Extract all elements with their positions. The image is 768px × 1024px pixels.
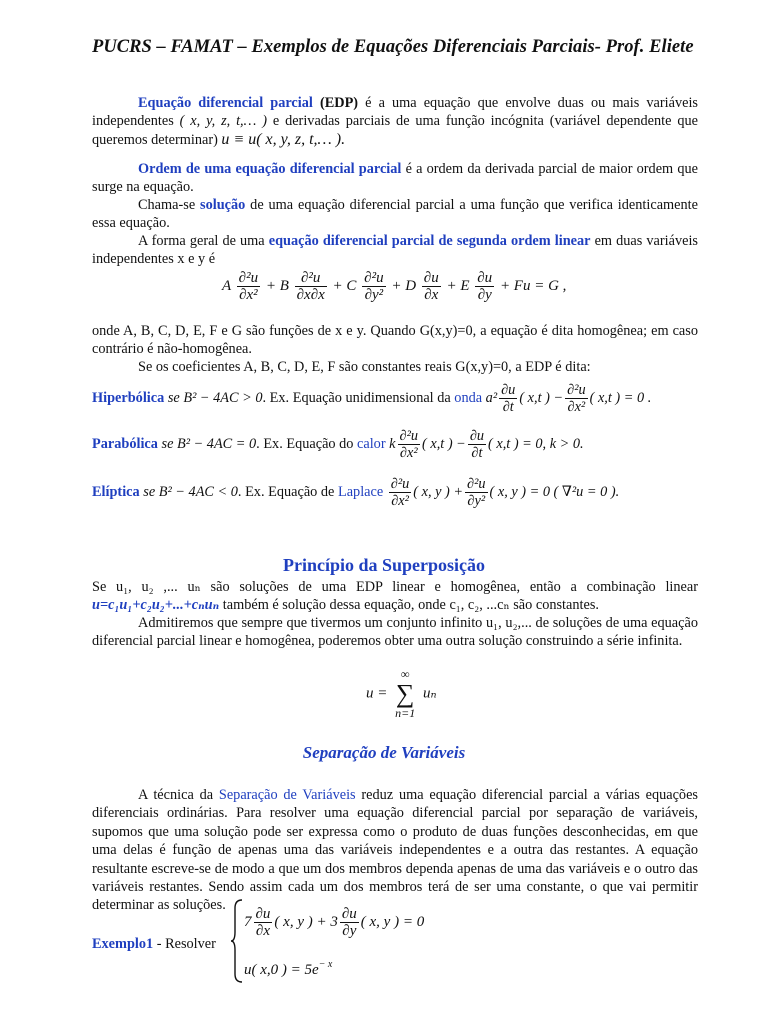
section-title-superposicao: Princípio da Superposição <box>282 555 486 575</box>
frac-num: ∂²u <box>399 428 419 444</box>
type-name: Hiperbólica <box>92 389 165 406</box>
ordem-term: Ordem de uma equação diferencial parcial <box>138 161 402 177</box>
equation-end: ( x, y ) = 0 ( ∇²u = 0 ). <box>489 483 620 500</box>
frac-uxx <box>237 270 260 303</box>
equation-coef: k <box>389 435 396 452</box>
frac-num: ∂u <box>501 382 516 398</box>
frac-den: ∂y <box>342 923 357 939</box>
frac-num: ∂u <box>255 906 271 922</box>
eq1-coef: 7 <box>244 913 252 930</box>
exemplo1-label <box>92 936 216 953</box>
brace-icon <box>230 898 244 984</box>
frac-num: ∂u <box>423 270 439 286</box>
frac-den: ∂x <box>424 287 439 303</box>
sum-upper: ∞ <box>400 667 410 681</box>
exemplo1-resolver: - Resolver <box>153 936 216 952</box>
type-row-eliptica <box>92 476 619 509</box>
solucao-term: solução <box>200 197 246 213</box>
frac-num: ∂²u <box>238 270 259 286</box>
equation-mid: ( x, y ) + <box>413 483 464 500</box>
superposicao-paragraph-2: Admitiremos que sempre que tivermos um conjunto infinito u₁, u₂,... de soluções de uma equação diferencial parcial linear e homogênea, poderemos obter uma outra solução construindo a série infinita. <box>92 615 698 650</box>
eq2-exponent: − x <box>318 959 333 970</box>
frac-den: ∂x² <box>391 493 409 509</box>
type-example: . Ex. Equação unidimensional da <box>262 389 455 406</box>
frac-den: ∂x² <box>239 287 258 303</box>
type-link-calor[interactable]: calor <box>357 435 386 452</box>
frac-den: ∂y² <box>467 493 486 509</box>
edp-text: é a uma equação que envolve duas ou mais variáveis independentes <box>92 95 698 130</box>
type-row-parabolica <box>92 428 584 461</box>
frac <box>389 476 412 509</box>
equation-end: ( x,t ) = 0, k > 0. <box>488 435 584 452</box>
frac-num: ∂²u <box>295 270 327 287</box>
frac <box>468 428 486 461</box>
section-title-separacao: Separação de Variáveis <box>302 743 466 762</box>
exemplo1-eq2 <box>244 959 333 979</box>
coef-c: + C <box>332 277 357 294</box>
forma-text: em duas variáveis independentes x e y é <box>92 233 698 268</box>
series-term: uₙ <box>422 685 437 702</box>
separacao-paragraph <box>92 786 698 915</box>
type-link-laplace[interactable]: Laplace <box>337 483 384 500</box>
type-condition: se B² − 4AC = 0 <box>161 435 257 452</box>
frac-den: ∂x² <box>567 399 586 415</box>
solucao-text: de uma equação diferencial parcial a uma função que verifica identicamente essa equação. <box>92 197 698 232</box>
frac <box>398 428 421 461</box>
type-condition: se B² − 4AC < 0 <box>143 483 238 500</box>
coef-b: + B <box>265 277 289 294</box>
equation-end: ( x,t ) = 0 . <box>589 389 652 406</box>
type-row-hiperbolica <box>92 382 651 415</box>
exemplo1-eq1 <box>244 906 424 939</box>
coef-e: + E <box>446 277 470 294</box>
separacao-link[interactable]: Separação de Variáveis <box>218 787 356 803</box>
frac-num: ∂²u <box>364 270 384 286</box>
frac-uy <box>475 270 494 303</box>
frac-den: ∂y² <box>364 287 384 303</box>
frac-den: ∂x∂x <box>296 287 325 303</box>
type-name: Parabólica <box>92 435 158 452</box>
series-lhs: u = <box>366 685 388 702</box>
frac-num: ∂²u <box>467 476 486 492</box>
edp-text-2: e derivadas parciais de uma função incógnita (variável dependente que queremos determinar) <box>92 113 699 148</box>
frac-num: ∂u <box>341 906 357 922</box>
frac-den: ∂x <box>255 923 270 939</box>
coef-paragraph: Se os coeficientes A, B, C, D, E, F são constantes reais G(x,y)=0, a EDP é dita: <box>138 359 591 375</box>
summation <box>395 668 415 720</box>
frac-den: ∂t <box>471 445 483 461</box>
type-link-onda[interactable]: onda <box>454 389 483 406</box>
coef-a: A <box>222 277 231 294</box>
edp-vars: ( x, y, z, t,… ) <box>179 113 267 130</box>
frac-den: ∂x² <box>399 445 418 461</box>
superposicao-text-2: também é solução dessa equação, onde c₁, c₂, ...cₙ são constantes. <box>219 597 599 614</box>
frac-den: ∂t <box>502 399 514 415</box>
frac <box>340 906 359 939</box>
frac-uxy <box>295 270 327 303</box>
solucao-paragraph <box>92 196 698 233</box>
forma-paragraph <box>92 232 698 269</box>
frac <box>465 476 488 509</box>
page-header: PUCRS – FAMAT – Exemplos de Equações Diferenciais Parciais- Prof. Eliete <box>92 37 694 57</box>
edp-function: u ≡ u( x, y, z, t,… ). <box>221 130 346 148</box>
frac-uyy <box>362 270 385 303</box>
forma-pre: A forma geral de uma <box>138 233 269 249</box>
eq2-body: u( x,0 ) = 5e <box>244 962 319 978</box>
coef-d: + D <box>391 277 417 294</box>
frac <box>565 382 588 415</box>
onde-paragraph: onde A, B, C, D, E, F e G são funções de x e y. Quando G(x,y)=0, a equação é dita homogênea; em caso contrário é não-homogênea. <box>92 323 698 358</box>
equation-coef: a² <box>485 389 498 406</box>
equation-mid: ( x,t ) − <box>519 389 564 406</box>
edp-term: Equação diferencial parcial <box>138 95 313 111</box>
separacao-pre: A técnica da <box>138 787 219 803</box>
type-condition: se B² − 4AC > 0 <box>167 389 263 406</box>
type-example: . Ex. Equação de <box>237 483 338 500</box>
eq1-end: ( x, y ) = 0 <box>360 913 425 930</box>
intro-paragraph-edp <box>92 94 698 149</box>
frac-ux <box>422 270 441 303</box>
frac-num: ∂²u <box>390 476 410 492</box>
ordem-text: é a ordem da derivada parcial de maior ordem que surge na equação. <box>92 161 698 196</box>
equation-tail: + Fu = G , <box>499 277 567 294</box>
linear-combination: u=c₁u₁+c₂u₂+...+cₙuₙ <box>92 597 220 614</box>
superposicao-text: Se u₁, u₂ ,... uₙ são soluções de uma EDP linear e homogênea, então a combinação linear <box>92 579 698 595</box>
series-equation <box>366 668 437 720</box>
separacao-text: reduz uma equação diferencial parcial a várias equações diferenciais ordinárias. Para resolver uma equação diferencial parcial por separação de variáveis, supomos que uma solução pode ser expressa como o produto de duas funções desconhecidas, em que uma delas é função de apenas uma das variáveis independentes e a outra das restantes. A equação resultante escreve-se de modo a que um dos membros dependa apenas de uma das variáveis e o outro das variáveis restantes. Sendo assim cada um dos membros terá de ser uma constante, o que vai permitir determinar as soluções. <box>92 787 698 914</box>
edp-abbrev: (EDP) <box>319 95 359 111</box>
sum-symbol: ∑ <box>395 679 415 708</box>
type-name: Elíptica <box>92 483 140 500</box>
frac-num: ∂²u <box>567 382 586 398</box>
type-example: . Ex. Equação do <box>256 435 358 452</box>
frac-den: ∂y <box>477 287 492 303</box>
frac <box>499 382 517 415</box>
superposicao-paragraph-1 <box>92 578 698 615</box>
ordem-paragraph <box>92 160 698 197</box>
eq1-mid: ( x, y ) + 3 <box>274 913 338 930</box>
frac-num: ∂u <box>477 270 493 286</box>
equation-mid: ( x,t ) − <box>422 435 466 452</box>
forma-term: equação diferencial parcial de segunda ordem linear <box>268 233 591 249</box>
exemplo1-title: Exemplo1 <box>92 936 154 952</box>
frac <box>254 906 273 939</box>
solucao-pre: Chama-se <box>138 197 201 213</box>
frac-num: ∂u <box>469 428 485 444</box>
sum-lower: n=1 <box>395 706 416 720</box>
general-equation <box>222 270 566 303</box>
